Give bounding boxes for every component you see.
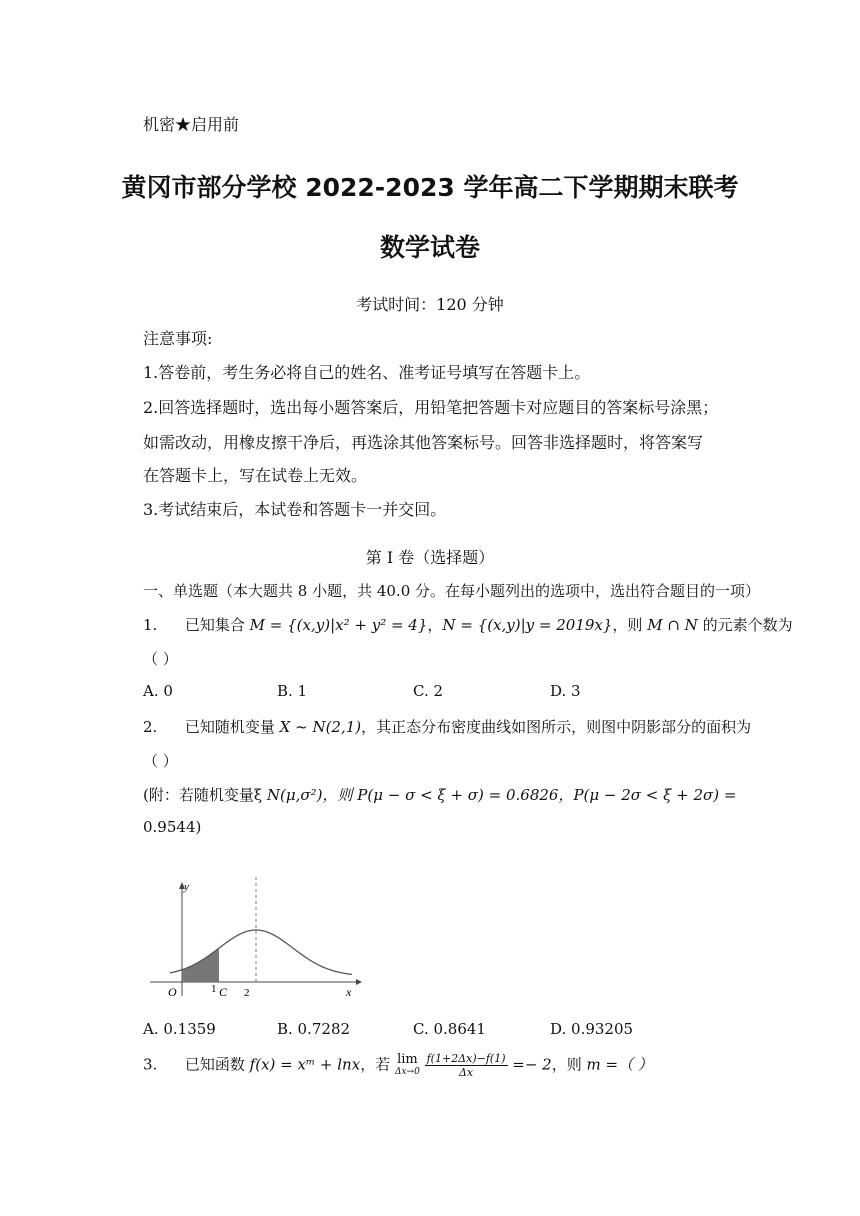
- normal-curve-figure: [140, 876, 370, 1001]
- answer-paren: （ ）: [143, 752, 178, 770]
- option-d: D. 0.93205: [550, 1020, 634, 1038]
- question-number: 2.: [143, 718, 158, 736]
- lim-word: lim: [397, 1051, 418, 1067]
- question-number: 3.: [143, 1055, 158, 1074]
- note-text: (附：若随机变量ξ: [143, 786, 263, 804]
- question-text: 已知集合: [184, 616, 245, 634]
- question-number: 1.: [143, 616, 158, 634]
- y-axis-label: y: [184, 881, 189, 893]
- note-item-1: 1.答卷前，考生务必将自己的姓名、准考证号填写在答题卡上。: [143, 363, 591, 382]
- x-axis-label: x: [346, 985, 352, 999]
- note-item-3: 3.考试结束后，本试卷和答题卡一并交回。: [143, 500, 447, 519]
- option-a: A. 0.1359: [143, 1020, 216, 1038]
- fraction-numerator: f(1+2Δx)−f(1): [426, 1052, 506, 1065]
- tick-1-label: 1: [211, 983, 217, 995]
- origin-label: O: [168, 985, 177, 999]
- question-2: [143, 716, 751, 737]
- option-c: C. 0.8641: [413, 1020, 486, 1038]
- tick-2-label: 2: [244, 987, 250, 999]
- question-text: ，若: [360, 1055, 391, 1074]
- set-n-expr: N = {(x,y)|y = 2019x}: [442, 616, 613, 634]
- notes-heading: 注意事项:: [143, 329, 213, 348]
- option-d: D. 3: [550, 682, 581, 700]
- fraction-denominator: Δx: [458, 1066, 474, 1079]
- note-item-2-cont: 如需改动，用橡皮擦干净后，再选涂其他答案标号。回答非选择题时，将答案写: [143, 433, 704, 452]
- question-text: 已知随机变量: [184, 718, 275, 736]
- lim-subscript: Δx→0: [394, 1066, 420, 1077]
- shaded-area: [182, 948, 219, 982]
- option-b: B. 0.7282: [277, 1020, 351, 1038]
- appendix-note: [143, 784, 736, 805]
- difference-quotient: [425, 1052, 508, 1079]
- question-text: ，其正态分布密度曲线如图所示，则图中阴影部分的面积为: [361, 718, 752, 736]
- separator: ，: [427, 616, 443, 634]
- note-formula: N(μ,σ²)，则 P(μ − σ < ξ + σ) = 0.6826，P(μ − 2σ < ξ + 2σ) =: [266, 786, 737, 804]
- set-m-expr: M = {(x,y)|x² + y² = 4}: [249, 616, 428, 634]
- appendix-note-end: 0.9544): [143, 818, 202, 836]
- question-1: [143, 614, 793, 635]
- section-title: 第 I 卷（选择题）: [365, 548, 495, 567]
- answer-paren: （ ）: [143, 650, 178, 668]
- function-expr: f(x) = xᵐ + lnx: [249, 1055, 361, 1074]
- question-3: [143, 1052, 653, 1079]
- option-a: A. 0: [143, 682, 173, 700]
- intersection-expr: M ∩ N: [647, 616, 698, 634]
- note-item-2: 2.回答选择题时，选出每小题答案后，用铅笔把答题卡对应题目的答案标号涂黑；: [143, 398, 719, 417]
- question-text: ，则: [551, 1055, 582, 1074]
- distribution-expr: X ~ N(2,1): [279, 718, 362, 736]
- limit-value: =− 2: [512, 1055, 552, 1074]
- exam-subject: 数学试卷: [379, 233, 480, 262]
- point-c-label: C: [219, 985, 228, 999]
- x-axis-arrow: [356, 979, 362, 985]
- limit-operator: [395, 1053, 420, 1079]
- question-ask: m =（ ）: [586, 1055, 653, 1074]
- exam-title: 黄冈市部分学校 2022-2023 学年高二下学期期末联考: [121, 173, 739, 202]
- option-b: B. 1: [277, 682, 308, 700]
- note-item-2-end: 在答题卡上，写在试卷上无效。: [143, 466, 368, 485]
- section-intro: 一、单选题（本大题共 8 小题，共 40.0 分。在每小题列出的选项中，选出符合题目的一项）: [143, 582, 761, 600]
- secret-label: 机密★启用前: [143, 115, 240, 134]
- question-text: 的元素个数为: [702, 616, 793, 634]
- exam-time: 考试时间：120 分钟: [356, 295, 504, 314]
- option-c: C. 2: [413, 682, 444, 700]
- question-text: 已知函数: [184, 1055, 245, 1074]
- question-text: ，则: [612, 616, 643, 634]
